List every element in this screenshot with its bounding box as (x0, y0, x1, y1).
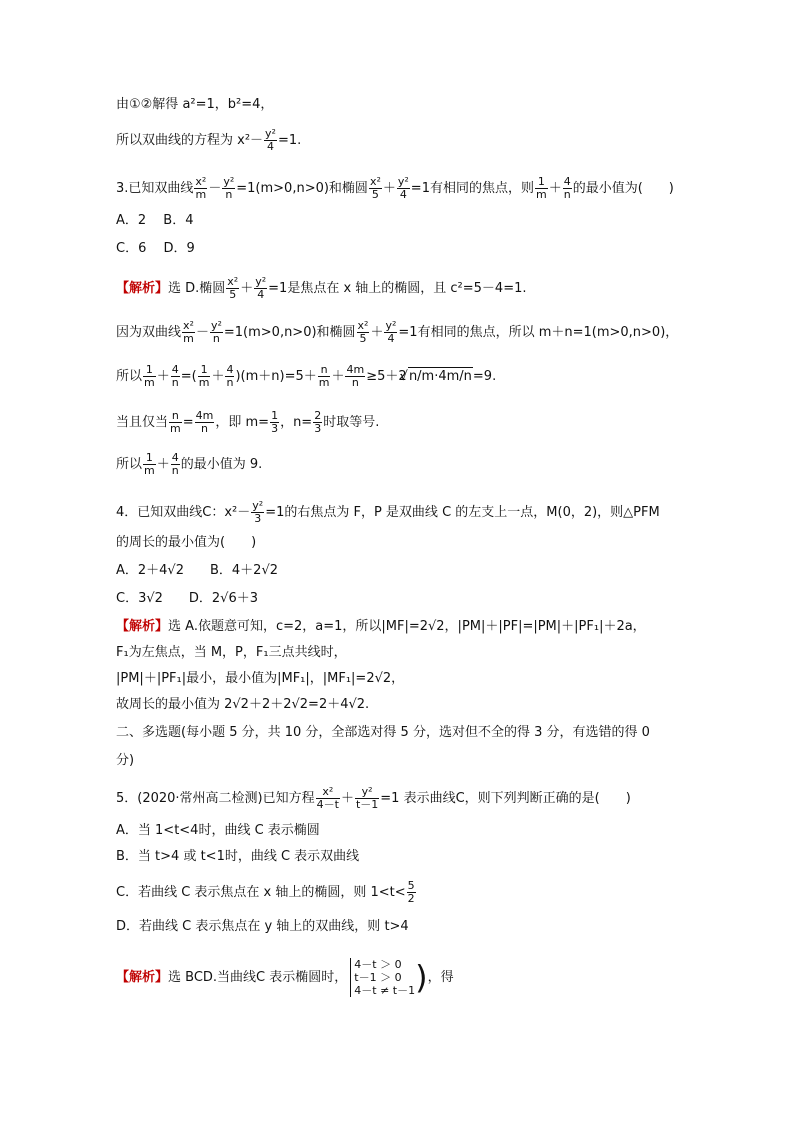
fraction: $\frac{1}{m}$ (144, 451, 155, 477)
fraction: $\frac{4}{n}$ (563, 175, 571, 201)
text-line: 所以双曲线的方程为 x²－ $\frac{\text{y²}}{4}$ =1. (116, 127, 302, 153)
fraction: $\frac{5}{2}$ (407, 879, 415, 905)
option-line: A．当 1<t<4时，曲线 C 表示椭圆 (116, 823, 320, 838)
question-4: 4．已知双曲线C：x²－ $\frac{\text{y²}}{3}$ =1的右焦点为 F，P 是双曲线 C 的左支上一点，M(0，2)，则△PFM (116, 499, 660, 525)
option-line: C．若曲线 C 表示焦点在 x 轴上的椭圆，则 1<t< $\frac{5}{2}$ (116, 879, 415, 905)
analysis-tag: 【解析】 (116, 281, 169, 296)
sqrt-expression: √ n/m·4m/n (408, 367, 473, 386)
fraction: $\frac{\text{y²}}{4}$ (265, 127, 276, 153)
option-line: A．2＋4√2 B．4＋2√2 (116, 563, 279, 578)
fraction: $\frac{\text{y²}}{t-1}$ (355, 785, 379, 811)
right-paren: ) (415, 958, 428, 997)
fraction: $\frac{2}{3}$ (314, 409, 322, 435)
analysis-line: 【解析】选 D.椭圆 $\frac{\text{x²}}{5}$ ＋ $\frac{\text{y²}}{4}$ =1是焦点在 x 轴上的椭圆，且 c²=5－4=1. (116, 275, 527, 301)
fraction: $\frac{\text{y²}}{4}$ (385, 319, 397, 345)
equation-system: 4－t ＞ 0 t－1 ＞ 0 4－t ≠ t－1 (350, 958, 415, 997)
analysis-tag: 【解析】 (116, 970, 169, 985)
fraction: $\frac{4}{n}$ (226, 363, 234, 389)
fraction: $\frac{\text{x²}}{m}$ (183, 319, 194, 345)
fraction: $\frac{\text{y²}}{3}$ (252, 499, 264, 525)
fraction: $\frac{1}{m}$ (198, 363, 210, 389)
text-line: 由①②解得 a²=1，b²=4， (116, 97, 274, 112)
fraction: $\frac{\text{y²}}{4}$ (397, 175, 409, 201)
option-line: C．6 D．9 (116, 241, 195, 256)
fraction: $\frac{\text{x²}}{m}$ (195, 175, 207, 201)
fraction: $\frac{4}{n}$ (171, 363, 179, 389)
option-line: B．当 t>4 或 t<1时，曲线 C 表示双曲线 (116, 849, 360, 864)
analysis-tag: 【解析】 (116, 619, 169, 634)
fraction: $\frac{1}{m}$ (144, 363, 155, 389)
fraction: $\frac{\text{y²}}{n}$ (210, 319, 222, 345)
option-line: D．若曲线 C 表示焦点在 y 轴上的双曲线，则 t>4 (116, 919, 409, 934)
analysis-line: F₁为左焦点，当 M，P，F₁三点共线时， (116, 645, 347, 660)
question-3: 3.已知双曲线 $\frac{\text{x²}}{m}$ － $\frac{\text{y²}}{n}$ =1(m>0,n>0)和椭圆 $\frac{\text{x²}}{5}$ ＋ $\frac{\text{y²}}{4}$ =1有相同的焦点，则 $\frac{1}{m}$ ＋ $\frac{4}{n}$ 的最小值为( ) (116, 175, 674, 201)
analysis-line: 因为双曲线 $\frac{\text{x²}}{m}$ － $\frac{\text{y²}}{n}$ =1(m>0,n>0)和椭圆 $\frac{\text{x²}}{5}$ ＋ $\frac{\text{y²}}{4}$ =1有相同的焦点，所以 m＋n=1(m>0,n>0)， (116, 319, 679, 345)
option-line: C．3√2 D．2√6＋3 (116, 591, 259, 606)
fraction: $\frac{\text{x²}}{5}$ (369, 175, 381, 201)
fraction: $\frac{4m}{n}$ (346, 363, 365, 389)
analysis-line: 所以 $\frac{1}{m}$ ＋ $\frac{4}{n}$ =( $\frac{1}{m}$ ＋ $\frac{4}{n}$ )(m＋n)=5＋ $\frac{n}{m}$ ＋ $\frac{4m}{n}$ ≥5＋2√ n/m·4m/n=9. (116, 364, 496, 389)
analysis-line: 所以 $\frac{1}{m}$ ＋ $\frac{4}{n}$ 的最小值为 9. (116, 451, 263, 477)
fraction: $\frac{1}{m}$ (535, 175, 547, 201)
option-line: A．2 B．4 (116, 213, 194, 228)
analysis-line: 故周长的最小值为 2√2＋2＋2√2=2＋4√2. (116, 697, 370, 712)
analysis-line: 当且仅当 $\frac{n}{m}$ = $\frac{4m}{n}$ ，即 m= $\frac{1}{3}$ ，n= $\frac{2}{3}$ 时取等号. (116, 409, 380, 435)
fraction: $\frac{n}{m}$ (318, 363, 330, 389)
fraction: $\frac{4}{n}$ (171, 451, 179, 477)
fraction: $\frac{\text{y²}}{n}$ (223, 175, 235, 201)
analysis-line: 【解析】选 A.依题意可知，c=2，a=1，所以|MF|=2√2，|PM|＋|PF|=|PM|＋|PF₁|＋2a， (116, 619, 646, 634)
fraction: $\frac{\text{x²}}{5}$ (227, 275, 239, 301)
fraction: $\frac{\text{y²}}{4}$ (255, 275, 267, 301)
fraction: $\frac{\text{x²}}{5}$ (357, 319, 369, 345)
fraction: $\frac{\text{x²}}{4-t}$ (316, 785, 339, 811)
question-5: 5．(2020·常州高二检测)已知方程 $\frac{\text{x²}}{4-t}$ ＋ $\frac{\text{y²}}{t-1}$ =1 表示曲线C，则下列判断正确的是( ) (116, 785, 631, 811)
analysis-line: |PM|＋|PF₁|最小，最小值为|MF₁|，|MF₁|=2√2， (116, 671, 405, 686)
fraction: $\frac{4m}{n}$ (195, 409, 214, 435)
section-heading: 二、多选题(每小题 5 分，共 10 分，全部选对得 5 分，选对但不全的得 3 分，有选错的得 0 (116, 725, 650, 740)
fraction: $\frac{n}{m}$ (170, 409, 181, 435)
fraction: $\frac{1}{3}$ (271, 409, 279, 435)
text-line: 的周长的最小值为( ) (116, 535, 257, 550)
section-heading: 分) (116, 753, 135, 768)
analysis-line: 【解析】选 BCD.当曲线C 表示椭圆时， 4－t ＞ 0 t－1 ＞ 0 4－t ≠ t－1 )，得 (116, 958, 454, 997)
